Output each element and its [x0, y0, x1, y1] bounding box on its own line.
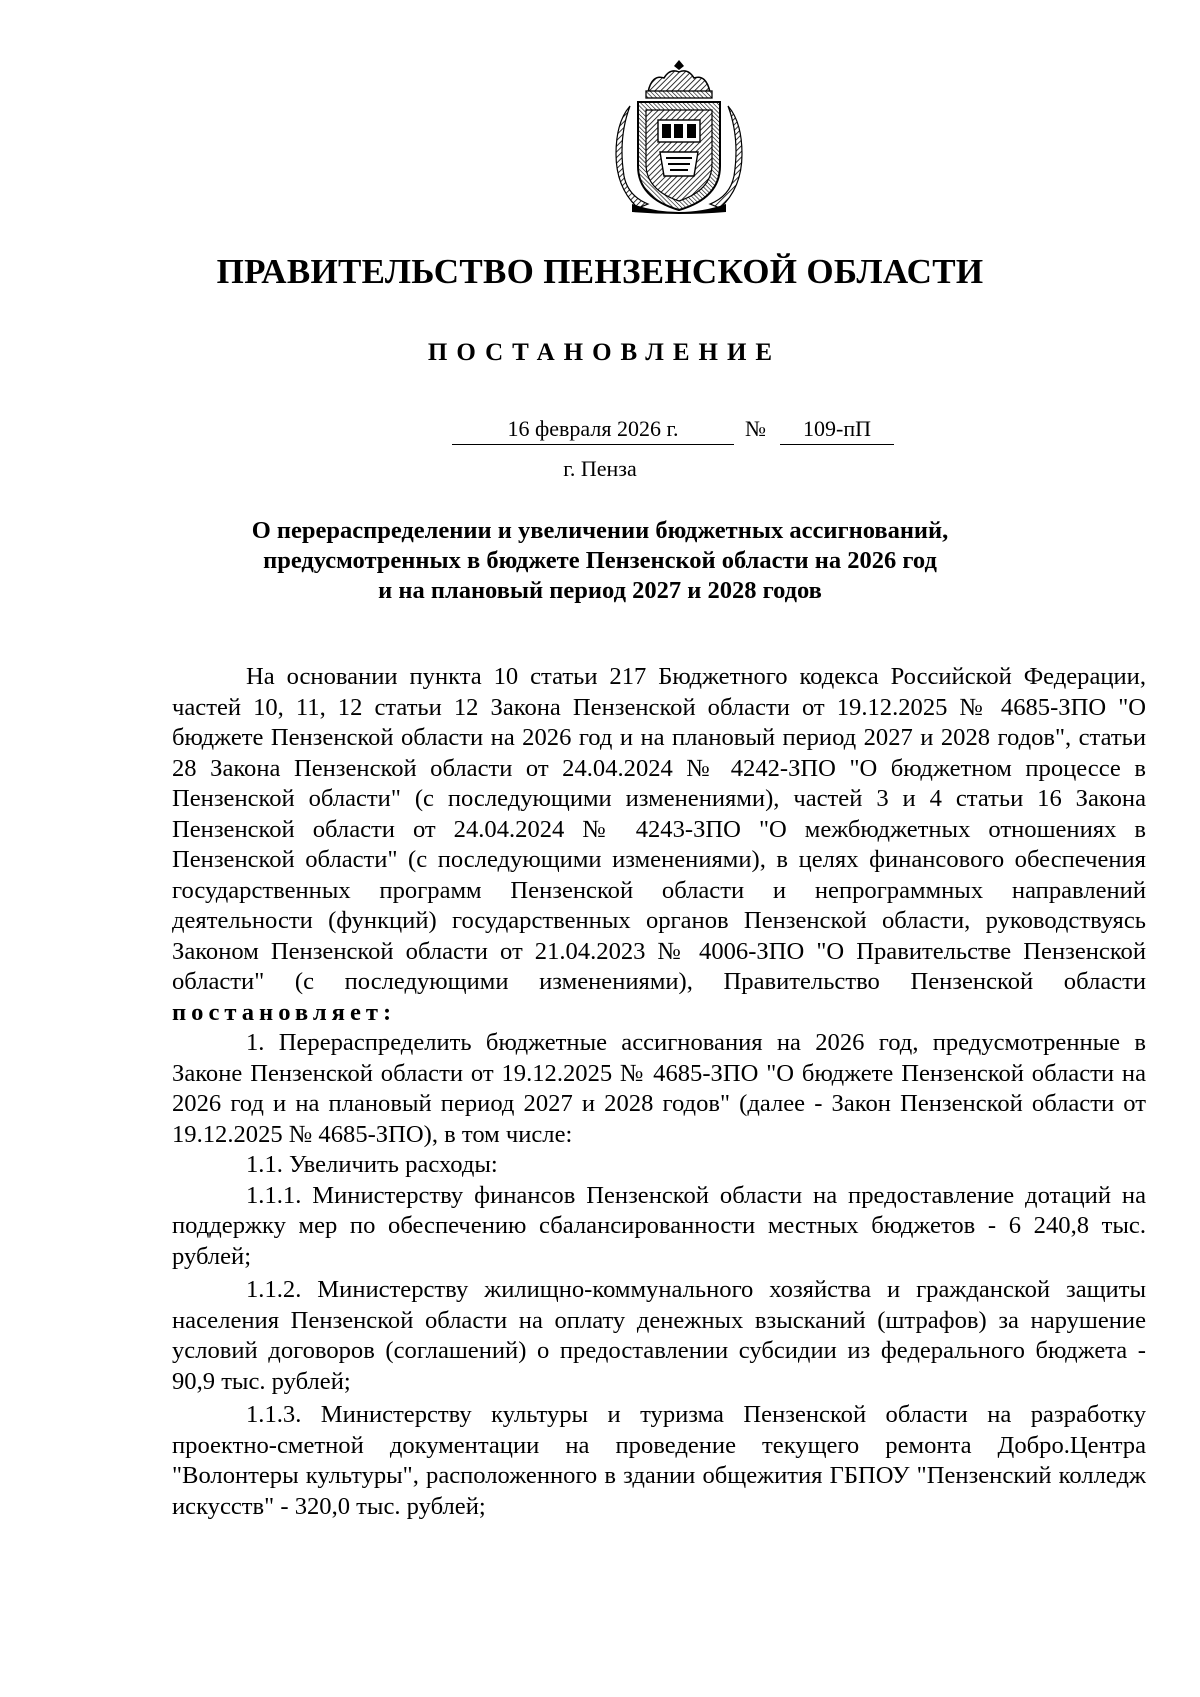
paragraph-1-1-3: 1.1.3. Министерству культуры и туризма Пензенской области на разработку проектно-сметной документации на проведение текущего ремонта Добро.Центра "Волонтеры культуры", расположенного в здании общежития ГБПОУ "Пензенский колледж искусств" - 320,0 тыс. рублей; [172, 1401, 1146, 1520]
document-type: ПОСТАНОВЛЕНИЕ [427, 339, 782, 366]
paragraph-1-1: 1.1. Увеличить расходы: [246, 1151, 498, 1178]
paragraph-1: 1. Перераспределить бюджетные ассигнования на 2026 год, предусмотренные в Законе Пензенской области от 19.12.2025 № 4685-ЗПО "О бюджете Пензенской области на 2026 год и на плановый период 2027 и 2028 годов" (далее - Закон Пензенской области от 19.12.2025 № 4685-ЗПО), в том числе: [172, 1029, 1146, 1148]
preamble-paragraph [172, 662, 1146, 1028]
decree-word: постановляет: [172, 998, 397, 1026]
penza-region-coat-of-arms-icon [608, 58, 750, 216]
document-city: г. Пенза [563, 456, 637, 481]
document-body [172, 662, 1146, 1522]
date-number-line [0, 416, 1200, 446]
preamble-text: На основании пункта 10 статьи 217 Бюджетного кодекса Российской Федерации, частей 10, 11, 12 статьи 12 Закона Пензенской области от 19.12.2025 № 4685-ЗПО "О бюджете Пензенской области на 2026 год и на плановый период 2027 и 2028 годов", статьи 28 Закона Пензенской области от 24.04.2024 № 4242-ЗПО "О бюджетном процессе в Пензенской области" (с последующими изменениями), частей 3 и 4 статьи 16 Закона Пензенской области от 24.04.2024 № 4243-ЗПО "О межбюджетных отношениях в Пензенской области" (с последующими изменениями), в целях финансового обеспечения государственных программ Пензенской области и непрограммных направлений деятельности (функций) государственных органов Пензенской области, руководствуясь Законом Пензенской области от 21.04.2023 № 4006-ЗПО "О Правительстве Пензенской области" (с последующими изменениями), Правительство Пензенской области [172, 663, 1146, 995]
subject-line: О перераспределении и увеличении бюджетных ассигнований, [251, 517, 949, 544]
document-number: 109-пП [780, 416, 894, 445]
number-sign: № [745, 416, 766, 441]
document-subject [0, 516, 1200, 606]
government-title: ПРАВИТЕЛЬСТВО ПЕНЗЕНСКОЙ ОБЛАСТИ [216, 252, 984, 291]
subject-line: и на плановый период 2027 и 2028 годов [378, 577, 822, 604]
paragraph-1-1-2: 1.1.2. Министерству жилищно-коммунального хозяйства и гражданской защиты населения Пензенской области на оплату денежных взысканий (штрафов) за нарушение условий договоров (соглашений) о предоставлении субсидии из федерального бюджета - 90,9 тыс. рублей; [172, 1276, 1146, 1395]
paragraph-1-1-1: 1.1.1. Министерству финансов Пензенской области на предоставление дотаций на поддержку мер по обеспечению сбалансированности местных бюджетов - 6 240,8 тыс. рублей; [172, 1181, 1146, 1270]
document-date: 16 февраля 2026 г. [452, 416, 734, 445]
subject-line: предусмотренных в бюджете Пензенской области на 2026 год [263, 547, 937, 574]
